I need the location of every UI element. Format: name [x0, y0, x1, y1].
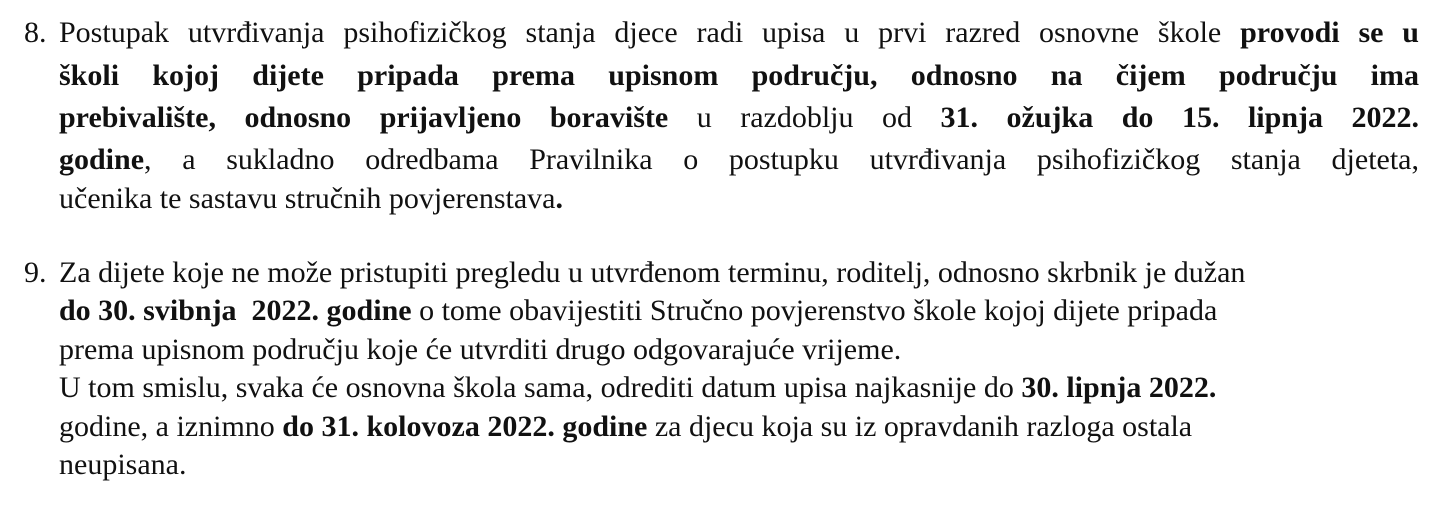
bold-text-run: školi kojoj dijete pripada prema upisnom području, odnosno na čijem području ima — [59, 59, 1419, 92]
text-line — [59, 331, 901, 369]
text-run: prema upisnom području koje će utvrditi drugo odgovarajuće vrijeme. — [59, 333, 902, 366]
text-run: U tom smislu, svaka će osnovna škola sama, odrediti datum upisa najkasnije do — [59, 371, 1022, 404]
bold-text-run: do 30. svibnja 2022. godine — [59, 294, 412, 327]
text-line — [59, 99, 1419, 137]
text-run: , a sukladno odredbama Pravilnika o postupku utvrđivanja psihofizičkog stanja djeteta, — [144, 143, 1419, 176]
text-line — [59, 408, 1192, 446]
text-line — [59, 446, 186, 484]
text-line — [59, 141, 1419, 179]
text-line — [59, 254, 1245, 292]
text-line — [59, 369, 1216, 407]
text-run: učenika te sastavu stručnih povjerenstava — [59, 182, 556, 215]
text-run: za djecu koja su iz opravdanih razloga ostala — [647, 410, 1193, 443]
bold-text-run: provodi se u — [1240, 16, 1419, 49]
text-run: u razdoblju od — [668, 101, 941, 134]
text-line — [59, 57, 1419, 95]
item-number: 9. — [24, 256, 47, 289]
bold-text-run: do 31. kolovoza 2022. godine — [282, 410, 648, 443]
text-run: Za dijete koje ne može pristupiti pregledu u utvrđenom terminu, roditelj, odnosno skrbnik je dužan — [59, 256, 1246, 289]
bold-text-run: 30. lipnja 2022. — [1021, 371, 1217, 404]
text-line — [59, 180, 563, 218]
text-run: neupisana. — [59, 448, 187, 481]
item-number: 8. — [24, 16, 47, 49]
text-run: Postupak utvrđivanja psihofizičkog stanja djece radi upisa u prvi razred osnovne škole — [59, 16, 1241, 49]
text-run: godine, a iznimno — [59, 410, 283, 443]
text-line — [59, 14, 1419, 52]
bold-text-run: 31. ožujka do 15. lipnja 2022. — [940, 101, 1420, 134]
text-run: o tome obavijestiti Stručno povjerenstvo škole kojoj dijete pripada — [411, 294, 1218, 327]
text-line — [59, 292, 1217, 330]
bold-text-run: prebivalište, odnosno prijavljeno boravište — [59, 101, 669, 134]
bold-text-run: . — [555, 182, 563, 215]
bold-text-run: godine — [59, 143, 145, 176]
